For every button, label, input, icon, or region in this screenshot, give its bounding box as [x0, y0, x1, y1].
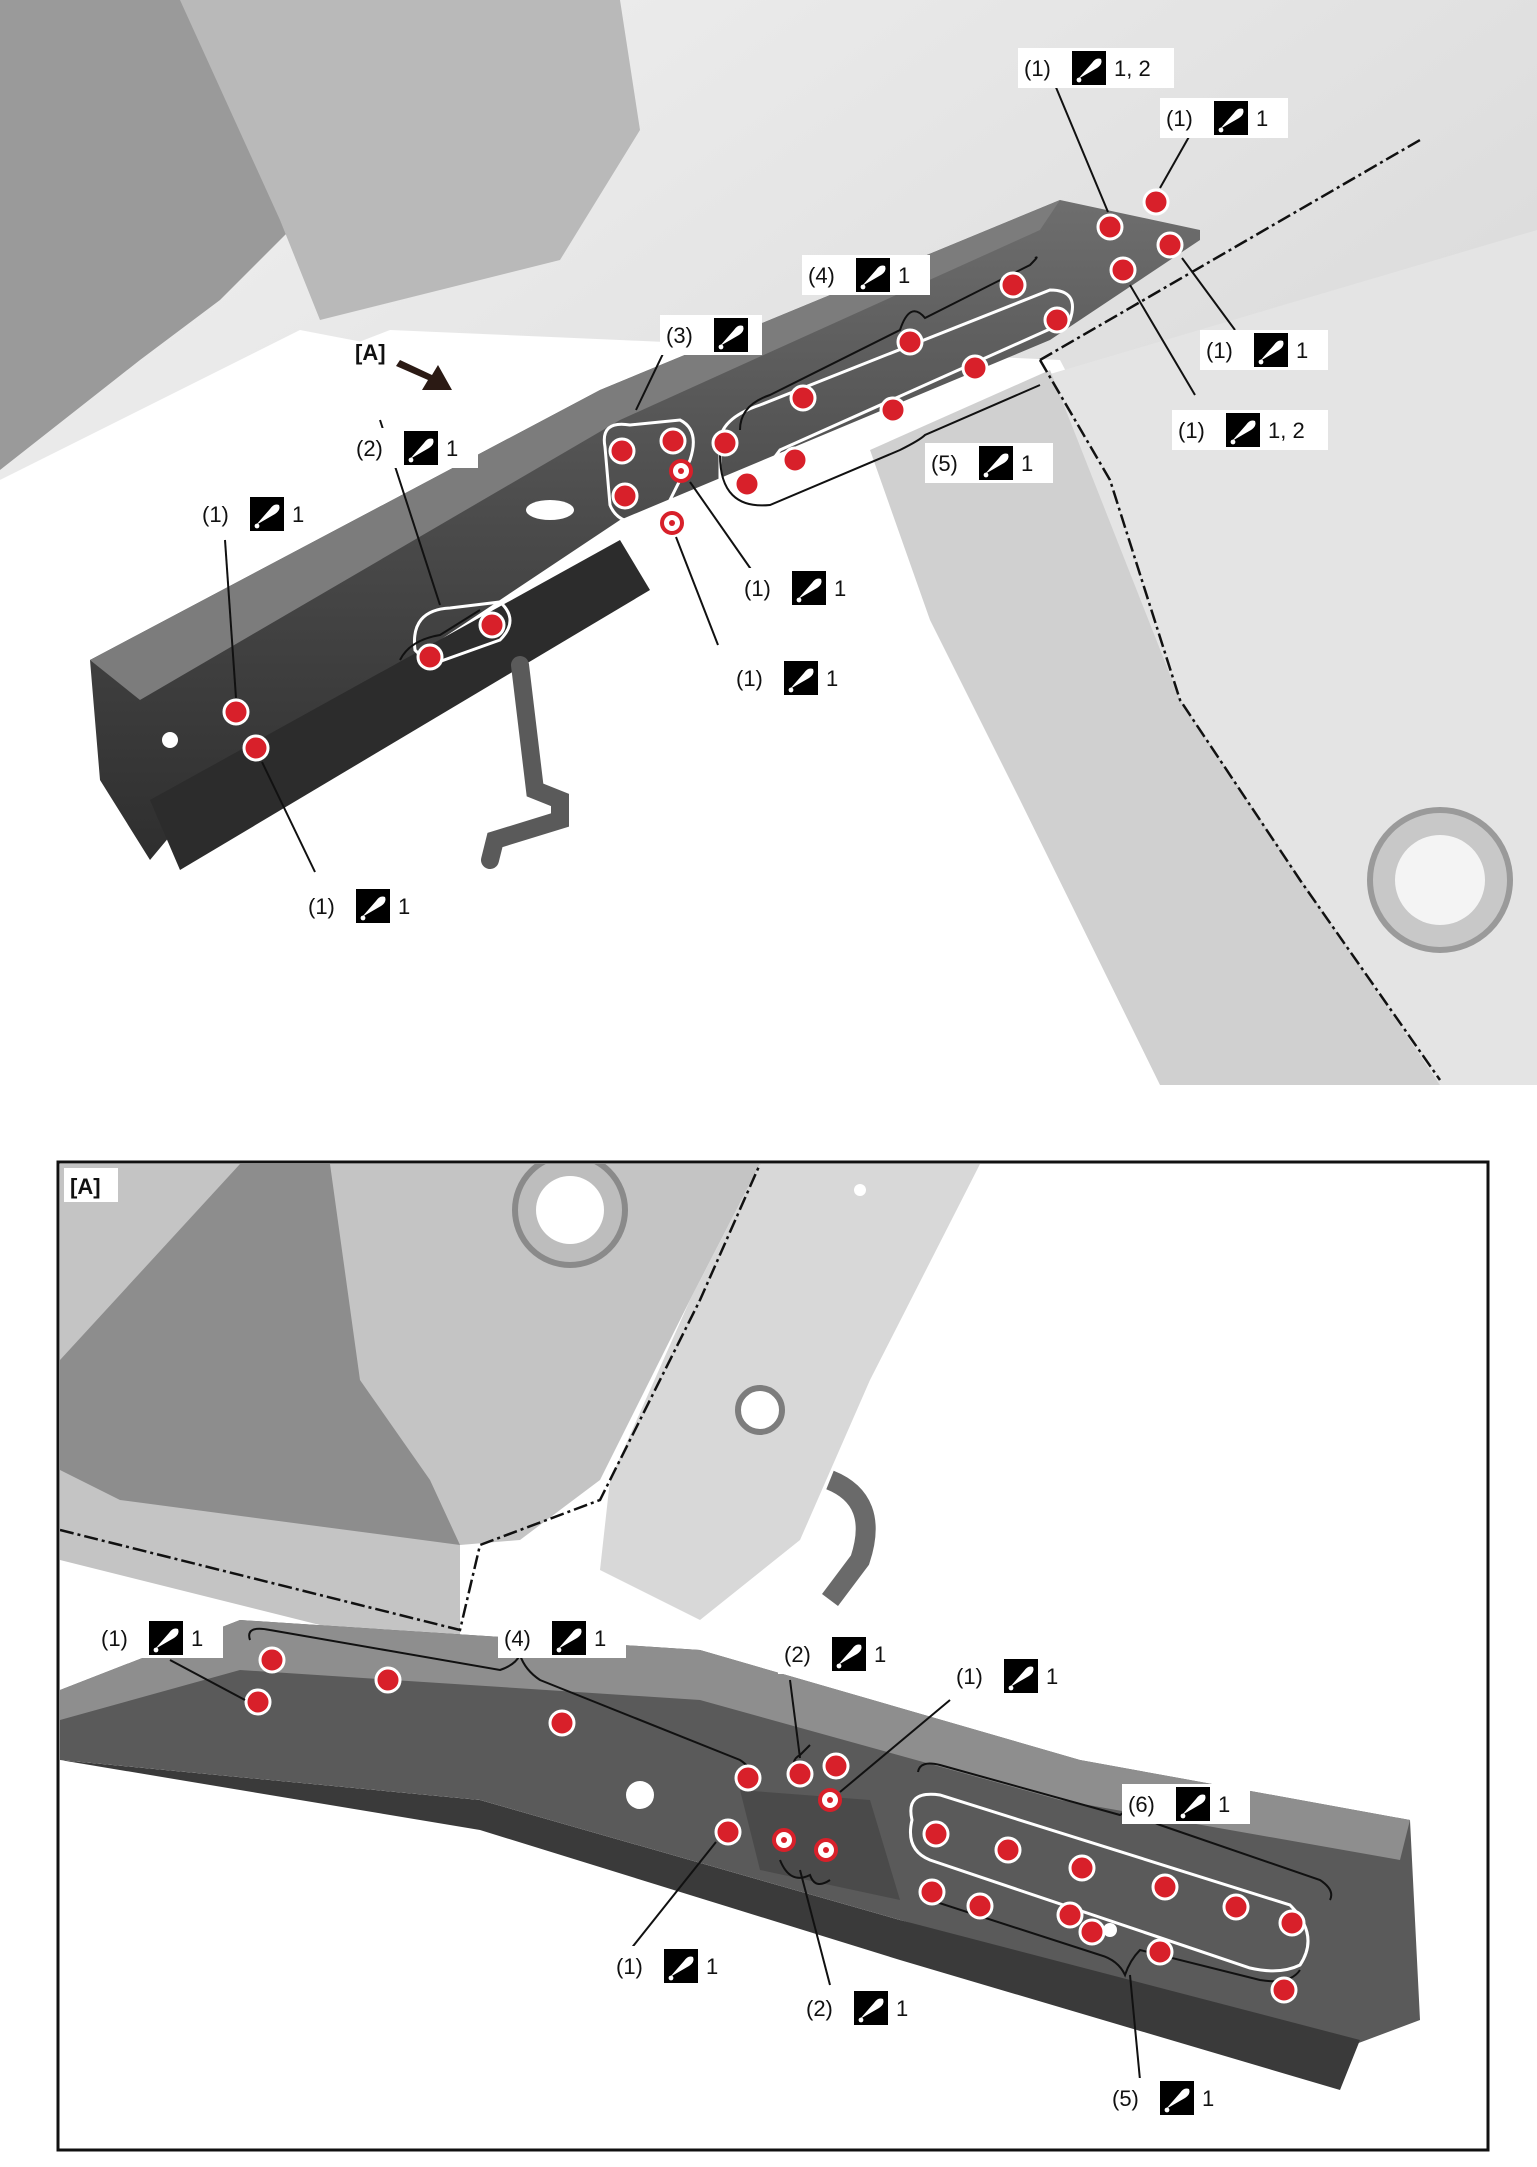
callout-text: (1): [1166, 106, 1193, 131]
callout-text: (2): [806, 1996, 833, 2021]
detail-beam-hole: [626, 1781, 654, 1809]
callout-text: (2): [356, 436, 383, 461]
callout-text: 1: [1202, 2086, 1215, 2111]
spot-weld-icon: [1160, 2081, 1194, 2115]
weld-dot: [224, 700, 248, 724]
weld-dot: [1224, 1895, 1248, 1919]
callout-d5: [1122, 1784, 1250, 1824]
callout-text: (1): [202, 502, 229, 527]
callout-text: 1: [826, 666, 839, 691]
spot-weld-icon: [149, 1621, 183, 1655]
spot-weld-icon: [1072, 51, 1106, 85]
callout-text: 1: [834, 576, 847, 601]
weld-dot: [713, 431, 737, 455]
view-a-label: [A]: [355, 340, 386, 365]
callout-t6: [1172, 410, 1328, 450]
beam-hole: [526, 500, 574, 520]
callout-t12: [302, 886, 430, 926]
callout-text: 1: [191, 1626, 204, 1651]
weld-dot: [376, 1668, 400, 1692]
callout-text: (1): [1206, 338, 1233, 363]
spot-weld-icon: [792, 571, 826, 605]
weld-dot: [968, 1894, 992, 1918]
callout-text: 1, 2: [1268, 418, 1305, 443]
brake-pipe: [490, 665, 560, 860]
callout-text: 1: [594, 1626, 607, 1651]
callout-t7: [925, 443, 1053, 483]
detail-sill-hole: [738, 1388, 782, 1432]
callout-d1: [95, 1618, 223, 1658]
weld-dot: [1058, 1903, 1082, 1927]
weld-dot: [1153, 1875, 1177, 1899]
callout-text: 1: [446, 436, 459, 461]
callout-text: (3): [666, 323, 693, 348]
weld-dot: [924, 1822, 948, 1846]
callout-t5: [1200, 330, 1328, 370]
spot-weld-icon: [854, 1991, 888, 2025]
spot-weld-icon: [552, 1621, 586, 1655]
weld-dot: [920, 1880, 944, 1904]
callout-text: (1): [101, 1626, 128, 1651]
callout-d8: [1106, 2078, 1234, 2118]
callout-t3: [802, 255, 930, 295]
callout-d3: [778, 1634, 906, 1674]
callout-t10: [738, 568, 866, 608]
callout-text: (1): [744, 576, 771, 601]
weld-dot: [610, 439, 634, 463]
callout-t1: [1018, 48, 1174, 88]
weld-dot: [881, 398, 905, 422]
weld-dot: [613, 484, 637, 508]
weld-dot: [1272, 1978, 1296, 2002]
callout-text: (2): [784, 1642, 811, 1667]
callout-text: (1): [1178, 418, 1205, 443]
weld-dot: [1098, 215, 1122, 239]
callout-d2: [498, 1618, 626, 1658]
weld-dot: [783, 448, 807, 472]
callout-text: (6): [1128, 1792, 1155, 1817]
callout-t4: [660, 315, 762, 355]
weld-dot: [1148, 1940, 1172, 1964]
callout-text: 1: [1256, 106, 1269, 131]
callout-text: 1: [1218, 1792, 1231, 1817]
weld-dot: [418, 645, 442, 669]
spot-weld-icon: [404, 431, 438, 465]
callout-text: (4): [504, 1626, 531, 1651]
callout-d6: [610, 1946, 738, 1986]
spot-weld-icon: [664, 1949, 698, 1983]
weld-dot: [996, 1838, 1020, 1862]
callout-text: (1): [1024, 56, 1051, 81]
spot-weld-icon: [1254, 333, 1288, 367]
callout-text: 1: [292, 502, 305, 527]
callout-text: (5): [1112, 2086, 1139, 2111]
callout-t2: [1160, 98, 1288, 138]
weld-dot: [1280, 1911, 1304, 1935]
callout-t8: [350, 428, 478, 468]
weld-dot: [716, 1820, 740, 1844]
callout-d7: [800, 1988, 928, 2028]
detail-floor-hole-inner: [536, 1176, 604, 1244]
weld-dot: [1158, 233, 1182, 257]
callout-text: (1): [736, 666, 763, 691]
callout-text: 1: [896, 1996, 909, 2021]
weld-dot: [736, 1766, 760, 1790]
weld-dot: [788, 1762, 812, 1786]
spot-weld-icon: [1176, 1787, 1210, 1821]
callout-text: (4): [808, 263, 835, 288]
weld-dot: [550, 1711, 574, 1735]
callout-text: (1): [308, 894, 335, 919]
spot-weld-icon: [979, 446, 1013, 480]
weld-dot: [1111, 258, 1135, 282]
callout-text: 1: [898, 263, 911, 288]
spot-weld-icon: [832, 1637, 866, 1671]
weld-dot: [963, 356, 987, 380]
spot-weld-icon: [856, 258, 890, 292]
weld-dot: [1144, 190, 1168, 214]
spot-weld-icon: [1214, 101, 1248, 135]
weld-dot: [1080, 1920, 1104, 1944]
weld-dot: [246, 1690, 270, 1714]
weld-dot: [735, 472, 759, 496]
weld-dot: [824, 1754, 848, 1778]
callout-t11: [730, 658, 858, 698]
callout-d4: [950, 1656, 1078, 1696]
weld-dot: [1045, 308, 1069, 332]
callout-text: (5): [931, 451, 958, 476]
detail-sill-hole-small: [854, 1184, 866, 1196]
beam-hole-small: [162, 732, 178, 748]
callout-text: 1: [1296, 338, 1309, 363]
spot-weld-icon: [250, 497, 284, 531]
spot-weld-icon: [784, 661, 818, 695]
callout-text: 1: [1021, 451, 1034, 476]
weld-dot: [661, 429, 685, 453]
callout-text: 1: [706, 1954, 719, 1979]
spot-weld-icon: [714, 318, 748, 352]
weld-dot: [260, 1648, 284, 1672]
callout-text: 1, 2: [1114, 56, 1151, 81]
callout-text: (1): [956, 1664, 983, 1689]
spot-weld-icon: [1226, 413, 1260, 447]
weld-dot: [791, 386, 815, 410]
spot-weld-icon: [356, 889, 390, 923]
callout-t9: [196, 494, 324, 534]
weld-dot: [1001, 273, 1025, 297]
callout-text: 1: [398, 894, 411, 919]
callout-text: 1: [1046, 1664, 1059, 1689]
weld-dot: [898, 330, 922, 354]
floor-hole-inner: [1395, 835, 1485, 925]
weld-dot: [244, 736, 268, 760]
weld-dot: [480, 613, 504, 637]
spot-weld-icon: [1004, 1659, 1038, 1693]
detail-view-label: [A]: [70, 1174, 101, 1199]
weld-dot: [1070, 1856, 1094, 1880]
callout-text: (1): [616, 1954, 643, 1979]
callout-text: 1: [874, 1642, 887, 1667]
